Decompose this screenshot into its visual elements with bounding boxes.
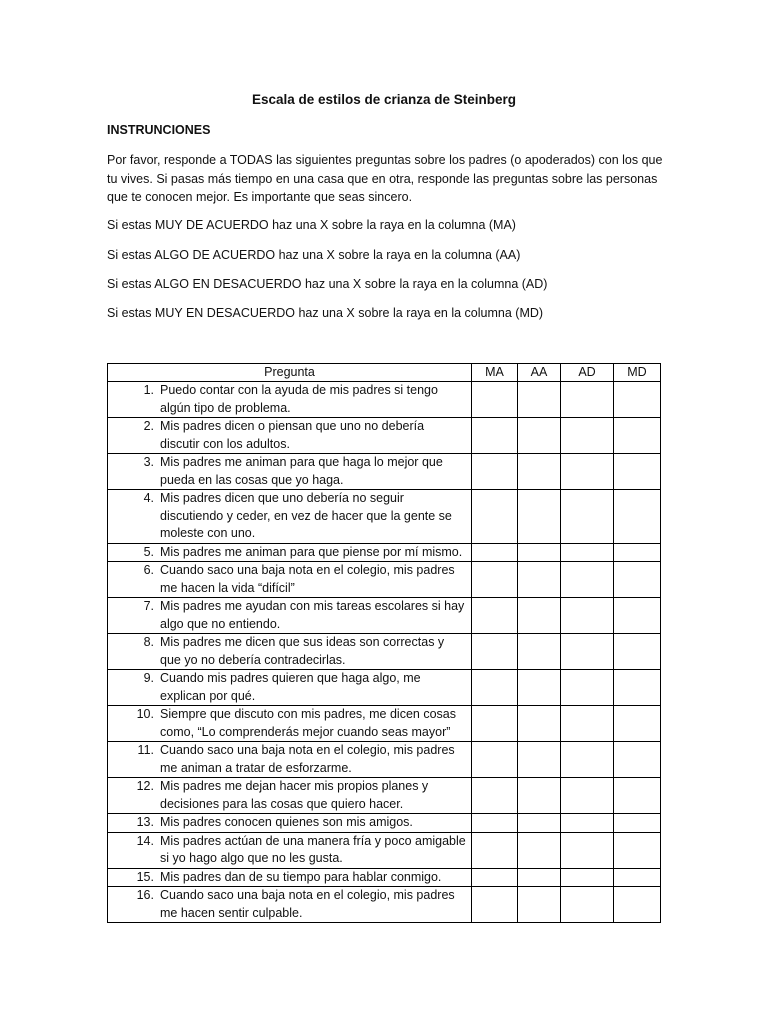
question-item xyxy=(108,562,471,597)
answer-cell-ad[interactable] xyxy=(561,543,614,562)
answer-cell-md[interactable] xyxy=(614,814,661,833)
instructions-heading: INSTRUNCIONES xyxy=(107,123,211,137)
answer-cell-ad[interactable] xyxy=(561,490,614,544)
answer-cell-aa[interactable] xyxy=(518,742,561,778)
answer-cell-md[interactable] xyxy=(614,670,661,706)
question-cell xyxy=(108,887,472,923)
answer-cell-md[interactable] xyxy=(614,887,661,923)
question-cell xyxy=(108,598,472,634)
answer-cell-ma[interactable] xyxy=(472,814,518,833)
question-text: Puedo contar con la ayuda de mis padres si tengo algún tipo de problema. xyxy=(160,383,438,415)
answer-cell-ad[interactable] xyxy=(561,454,614,490)
question-cell xyxy=(108,742,472,778)
header-md: MD xyxy=(614,364,661,382)
question-cell xyxy=(108,832,472,868)
question-text: Mis padres me ayudan con mis tareas escolares si hay algo que no entiendo. xyxy=(160,599,465,631)
table-row xyxy=(108,706,661,742)
question-cell xyxy=(108,706,472,742)
answer-cell-aa[interactable] xyxy=(518,814,561,833)
table-row xyxy=(108,543,661,562)
question-text: Mis padres actúan de una manera fría y poco amigable si yo hago algo que no les gusta. xyxy=(160,833,466,865)
question-text: Mis padres me dejan hacer mis propios planes y decisiones para las cosas que quiero hacer. xyxy=(160,779,429,811)
document-title: Escala de estilos de crianza de Steinberg xyxy=(251,92,517,107)
answer-cell-md[interactable] xyxy=(614,418,661,454)
question-text: Mis padres me dicen que sus ideas son correctas y que yo no debería contradecirlas. xyxy=(160,635,445,667)
question-number: 11. xyxy=(137,743,154,757)
question-text: Mis padres me animan para que haga lo mejor que pueda en las cosas que yo haga. xyxy=(160,455,443,487)
question-item xyxy=(108,742,471,777)
answer-cell-md[interactable] xyxy=(614,382,661,418)
answer-cell-ad[interactable] xyxy=(561,418,614,454)
question-number: 16. xyxy=(136,888,154,902)
table-row xyxy=(108,742,661,778)
question-item xyxy=(108,544,471,562)
answer-cell-aa[interactable] xyxy=(518,543,561,562)
answer-cell-ma[interactable] xyxy=(472,670,518,706)
question-text: Siempre que discuto con mis padres, me dicen cosas como, “Lo comprenderás mejor cuando seas mayor” xyxy=(160,707,456,739)
question-cell xyxy=(108,778,472,814)
table-row xyxy=(108,814,661,833)
question-item xyxy=(108,869,471,887)
question-number: 13. xyxy=(136,815,154,829)
answer-cell-ma[interactable] xyxy=(472,868,518,887)
question-cell xyxy=(108,454,472,490)
table-row xyxy=(108,887,661,923)
answer-cell-aa[interactable] xyxy=(518,887,561,923)
answer-cell-aa[interactable] xyxy=(518,706,561,742)
answer-cell-aa[interactable] xyxy=(518,868,561,887)
answer-cell-md[interactable] xyxy=(614,490,661,544)
answer-cell-ad[interactable] xyxy=(561,778,614,814)
question-item xyxy=(108,833,471,868)
question-item xyxy=(108,454,471,489)
question-item xyxy=(108,490,471,543)
question-number: 12. xyxy=(136,779,154,793)
question-item xyxy=(108,382,471,417)
answer-cell-aa[interactable] xyxy=(518,418,561,454)
table-row xyxy=(108,490,661,544)
question-number: 7. xyxy=(143,599,154,613)
question-text: Mis padres conocen quienes son mis amigos. xyxy=(160,815,413,829)
question-number: 9. xyxy=(143,671,154,685)
question-cell xyxy=(108,490,472,544)
table-row xyxy=(108,598,661,634)
answer-cell-aa[interactable] xyxy=(518,778,561,814)
answer-cell-aa[interactable] xyxy=(518,670,561,706)
table-header-row xyxy=(108,364,661,382)
question-text: Cuando saco una baja nota en el colegio, mis padres me hacen sentir culpable. xyxy=(160,888,455,920)
answer-cell-ad[interactable] xyxy=(561,814,614,833)
answer-cell-ad[interactable] xyxy=(561,598,614,634)
table-row xyxy=(108,418,661,454)
answer-cell-md[interactable] xyxy=(614,706,661,742)
answer-cell-ma[interactable] xyxy=(472,598,518,634)
answer-cell-aa[interactable] xyxy=(518,562,561,598)
table-row xyxy=(108,562,661,598)
answer-cell-md[interactable] xyxy=(614,562,661,598)
answer-cell-md[interactable] xyxy=(614,832,661,868)
answer-cell-ma[interactable] xyxy=(472,634,518,670)
question-item xyxy=(108,778,471,813)
question-item xyxy=(108,598,471,633)
answer-cell-ma[interactable] xyxy=(472,418,518,454)
question-cell xyxy=(108,634,472,670)
question-item xyxy=(108,706,471,741)
questionnaire-table xyxy=(107,363,661,923)
table-row xyxy=(108,634,661,670)
answer-cell-ma[interactable] xyxy=(472,778,518,814)
question-text: Mis padres me animan para que piense por mí mismo. xyxy=(160,544,463,559)
question-text: Mis padres dicen o piensan que uno no debería discutir con los adultos. xyxy=(160,419,425,451)
answer-cell-ad[interactable] xyxy=(561,706,614,742)
instruction-ma: Si estas MUY DE ACUERDO haz una X sobre la raya en la columna (MA) xyxy=(107,218,516,232)
question-number: 2. xyxy=(143,419,154,433)
answer-cell-ma[interactable] xyxy=(472,742,518,778)
question-text: Cuando saco una baja nota en el colegio, mis padres me animan a tratar de esforzarme. xyxy=(160,743,455,775)
answer-cell-md[interactable] xyxy=(614,778,661,814)
question-item xyxy=(108,887,471,922)
answer-cell-ma[interactable] xyxy=(472,562,518,598)
question-number: 8. xyxy=(143,635,154,649)
question-cell xyxy=(108,814,472,833)
question-cell xyxy=(108,562,472,598)
answer-cell-md[interactable] xyxy=(614,454,661,490)
question-number: 6. xyxy=(143,563,154,577)
answer-cell-ad[interactable] xyxy=(561,670,614,706)
table-row xyxy=(108,778,661,814)
question-item xyxy=(108,634,471,669)
question-number: 5. xyxy=(143,544,154,559)
table-row xyxy=(108,868,661,887)
answer-cell-ad[interactable] xyxy=(561,562,614,598)
instruction-aa: Si estas ALGO DE ACUERDO haz una X sobre la raya en la columna (AA) xyxy=(107,248,521,262)
answer-cell-md[interactable] xyxy=(614,543,661,562)
answer-cell-ma[interactable] xyxy=(472,706,518,742)
question-item xyxy=(108,418,471,453)
answer-cell-ad[interactable] xyxy=(561,742,614,778)
answer-cell-aa[interactable] xyxy=(518,832,561,868)
question-text: Mis padres dicen que uno debería no seguir discutiendo y ceder, en vez de hacer que la gente se moleste con uno. xyxy=(160,491,452,540)
question-number: 1. xyxy=(143,383,154,397)
answer-cell-ma[interactable] xyxy=(472,490,518,544)
intro-paragraph: Por favor, responde a TODAS las siguientes preguntas sobre los padres (o apoderados) con los que tu vives. Si pasas más tiempo en una casa que en otra, responde las preguntas sobre las personas que te conocen mejor. Es importante que seas sincero. xyxy=(107,153,663,204)
question-item xyxy=(108,670,471,705)
question-number: 3. xyxy=(143,455,154,469)
question-cell xyxy=(108,670,472,706)
answer-cell-ma[interactable] xyxy=(472,382,518,418)
answer-cell-aa[interactable] xyxy=(518,454,561,490)
question-number: 14. xyxy=(136,833,154,848)
answer-cell-md[interactable] xyxy=(614,598,661,634)
answer-cell-ad[interactable] xyxy=(561,382,614,418)
answer-cell-ad[interactable] xyxy=(561,832,614,868)
answer-cell-aa[interactable] xyxy=(518,490,561,544)
table-row xyxy=(108,670,661,706)
answer-cell-md[interactable] xyxy=(614,868,661,887)
question-number: 10. xyxy=(136,707,154,721)
answer-cell-ma[interactable] xyxy=(472,543,518,562)
question-cell xyxy=(108,868,472,887)
answer-cell-ma[interactable] xyxy=(472,887,518,923)
answer-cell-md[interactable] xyxy=(614,634,661,670)
table-row xyxy=(108,832,661,868)
question-number: 4. xyxy=(143,491,154,505)
answer-cell-ad[interactable] xyxy=(561,634,614,670)
answer-cell-aa[interactable] xyxy=(518,598,561,634)
question-text: Cuando saco una baja nota en el colegio, mis padres me hacen la vida “difícil” xyxy=(160,563,455,595)
answer-cell-aa[interactable] xyxy=(518,382,561,418)
question-cell xyxy=(108,418,472,454)
answer-cell-ad[interactable] xyxy=(561,887,614,923)
question-cell xyxy=(108,382,472,418)
answer-cell-ma[interactable] xyxy=(472,832,518,868)
question-cell xyxy=(108,543,472,562)
header-pregunta: Pregunta xyxy=(108,364,472,382)
instruction-md: Si estas MUY EN DESACUERDO haz una X sobre la raya en la columna (MD) xyxy=(107,306,544,320)
table-row xyxy=(108,382,661,418)
question-text: Cuando mis padres quieren que haga algo, me explican por qué. xyxy=(160,671,421,703)
header-aa: AA xyxy=(518,364,561,382)
answer-cell-ma[interactable] xyxy=(472,454,518,490)
table-row xyxy=(108,454,661,490)
question-text: Mis padres dan de su tiempo para hablar conmigo. xyxy=(160,869,442,884)
question-number: 15. xyxy=(136,869,154,884)
question-item xyxy=(108,814,471,832)
header-ad: AD xyxy=(561,364,614,382)
answer-cell-ad[interactable] xyxy=(561,868,614,887)
answer-cell-aa[interactable] xyxy=(518,634,561,670)
header-ma: MA xyxy=(472,364,518,382)
answer-cell-md[interactable] xyxy=(614,742,661,778)
instruction-ad: Si estas ALGO EN DESACUERDO haz una X sobre la raya en la columna (AD) xyxy=(107,277,548,291)
